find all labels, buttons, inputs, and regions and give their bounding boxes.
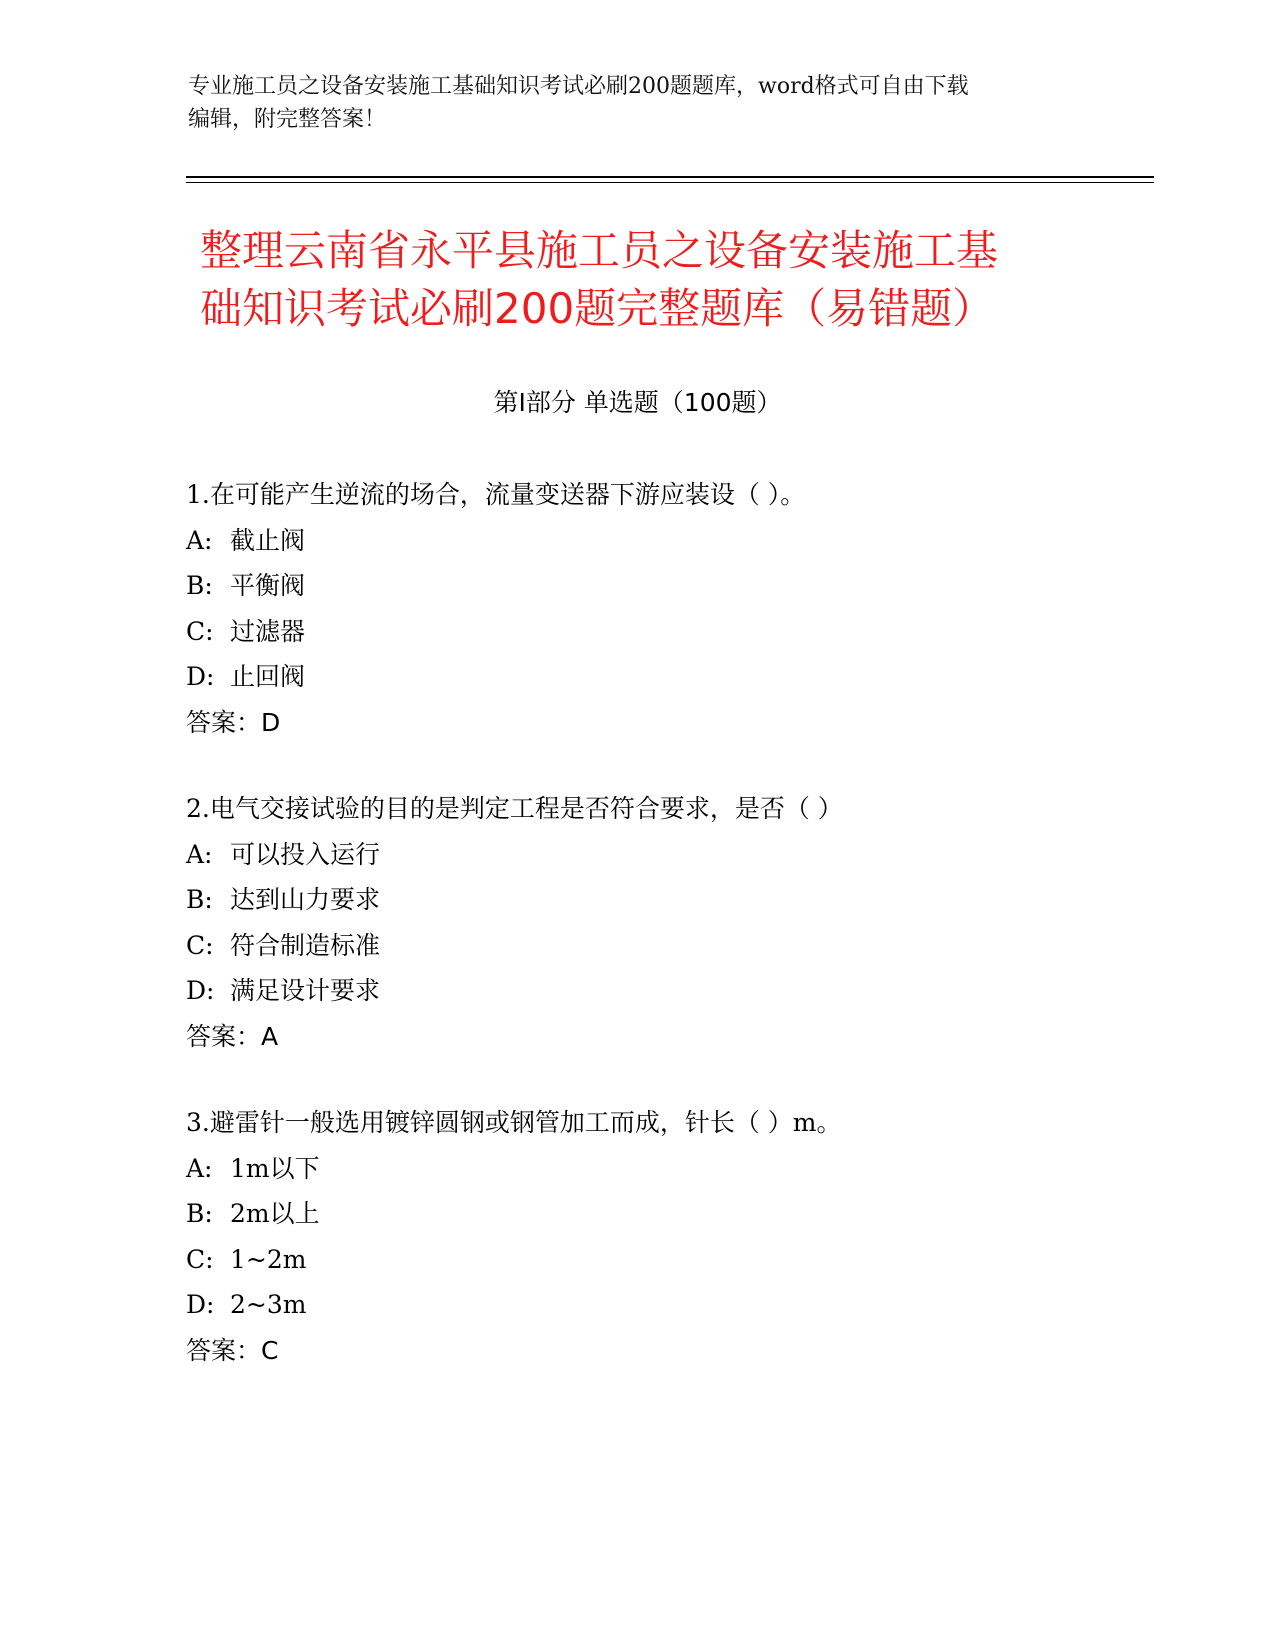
question-stem: 1.在可能产生逆流的场合，流量变送器下游应装设（ ）。 [186,480,806,509]
header-note-line-1: 专业施工员之设备安装施工基础知识考试必刷200题题库，word格式可自由下载 [188,74,969,99]
header-note-line-2: 编辑，附完整答案！ [188,107,387,132]
option-a [186,1146,1186,1192]
document-title [200,222,1100,338]
option-c [186,1237,1186,1283]
option-letter: C: [186,1244,214,1274]
option-b [186,877,1186,923]
option-letter: A: [186,525,213,555]
section-title: 第Ⅰ部分 单选题（100题） [493,388,782,417]
option-letter: B: [186,1199,213,1228]
option-text: 过滤器 [230,616,306,646]
option-letter: A: [186,839,213,869]
option-text: 2~3m [230,1290,307,1319]
option-text: 1~2m [230,1244,307,1274]
option-text: 止回阀 [230,662,306,691]
option-letter: D: [186,976,215,1005]
document-title-line-2: 础知识考试必刷200题完整题库（易错题） [200,284,995,333]
option-text: 2m以上 [230,1199,320,1228]
answer: 答案：C [186,1335,279,1365]
question-1 [186,472,1186,745]
answer: 答案：D [186,707,281,737]
option-text: 平衡阀 [230,571,306,600]
option-letter: C: [186,616,214,646]
option-text: 达到山力要求 [230,885,381,914]
option-letter: D: [186,1290,215,1319]
option-text: 符合制造标准 [230,930,381,960]
question-3 [186,1100,1186,1373]
question-stem: 3.避雷针一般选用镀锌圆钢或钢管加工而成，针长（ ）m。 [186,1108,842,1137]
option-c [186,923,1186,969]
option-letter: B: [186,571,213,600]
option-letter: C: [186,930,214,960]
option-text: 1m以下 [230,1153,320,1183]
option-text: 截止阀 [230,525,306,555]
option-text: 可以投入运行 [230,839,381,869]
header-note [188,70,1088,136]
option-letter: D: [186,662,215,691]
option-d [186,1282,1186,1328]
option-d [186,968,1186,1014]
document-title-line-1: 整理云南省永平县施工员之设备安装施工基 [200,226,999,275]
header-divider-thin [186,182,1154,183]
option-a [186,518,1186,564]
option-b [186,563,1186,609]
option-letter: A: [186,1153,213,1183]
header-divider-thick [186,176,1154,178]
option-d [186,654,1186,700]
answer: 答案：A [186,1021,279,1051]
option-text: 满足设计要求 [230,976,381,1005]
option-c [186,609,1186,655]
option-b [186,1191,1186,1237]
option-letter: B: [186,885,213,914]
question-stem: 2.电气交接试验的目的是判定工程是否符合要求，是否（ ） [186,794,843,823]
option-a [186,832,1186,878]
question-2 [186,786,1186,1059]
